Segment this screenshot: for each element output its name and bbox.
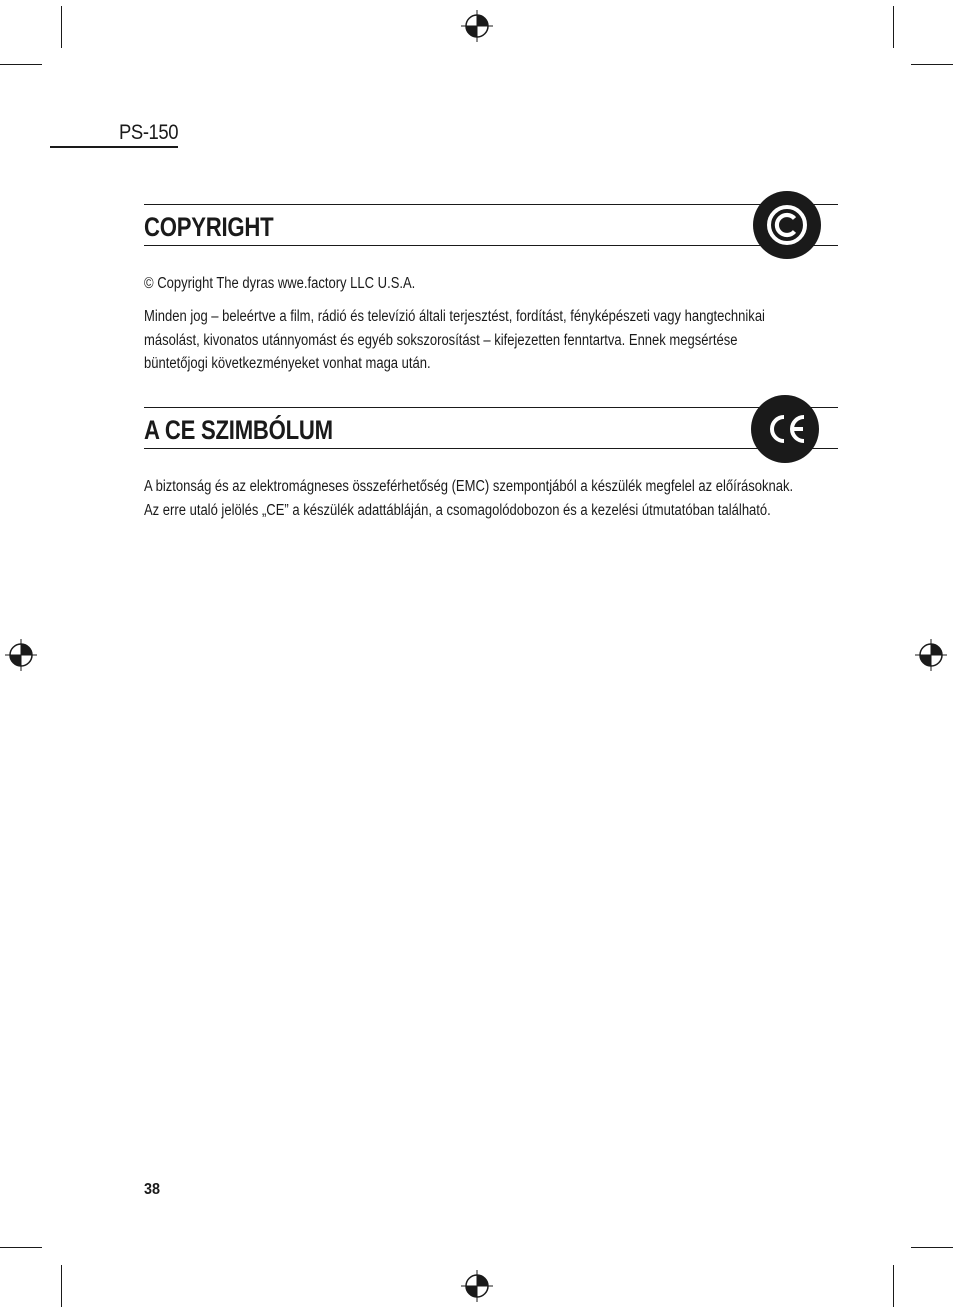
registration-mark-icon bbox=[914, 638, 948, 672]
registration-mark-icon bbox=[460, 9, 494, 43]
copyright-line: © Copyright The dyras wwe.factory LLC U.S.A. bbox=[144, 275, 416, 292]
ce-section-header bbox=[144, 407, 838, 449]
paragraph-line: A biztonság és az elektromágneses összeférhetőség (EMC) szempontjából a készülék megfelel az előírásoknak. bbox=[144, 478, 794, 495]
ce-mark-icon bbox=[751, 395, 819, 463]
crop-mark bbox=[911, 1247, 953, 1248]
crop-mark bbox=[893, 1265, 894, 1307]
crop-mark bbox=[61, 6, 62, 48]
page-number: 38 bbox=[144, 1181, 161, 1198]
ce-title: A CE SZIMBÓLUM bbox=[144, 415, 333, 445]
copyright-notice bbox=[144, 272, 838, 296]
copyright-title: COPYRIGHT bbox=[144, 212, 274, 242]
paragraph-line: másolást, kivonatos utánnyomást és egyéb sokszorosítást – kifejezetten fenntartva. Ennek megsértése bbox=[144, 331, 738, 349]
paragraph-line: Minden jog – beleértve a film, rádió és televízió általi terjesztést, fordítást, fényképészeti vagy hangtechnikai bbox=[144, 308, 765, 325]
crop-mark bbox=[0, 64, 42, 65]
crop-mark bbox=[61, 1265, 62, 1307]
paragraph-line: büntetőjogi következményeket vonhat maga után. bbox=[144, 355, 431, 372]
copyright-paragraph bbox=[144, 305, 838, 376]
model-header bbox=[50, 118, 178, 148]
registration-mark-icon bbox=[4, 638, 38, 672]
paragraph-line: Az erre utaló jelölés „CE” a készülék adattábláján, a csomagolódobozon és a kezelési útmutatóban található. bbox=[144, 501, 771, 519]
crop-mark bbox=[893, 6, 894, 48]
model-name: PS-150 bbox=[118, 121, 178, 144]
crop-mark bbox=[911, 64, 953, 65]
crop-mark bbox=[0, 1247, 42, 1248]
registration-mark-icon bbox=[460, 1269, 494, 1303]
copyright-section-header bbox=[144, 204, 838, 246]
ce-paragraph bbox=[144, 475, 838, 522]
copyright-icon bbox=[753, 191, 821, 259]
